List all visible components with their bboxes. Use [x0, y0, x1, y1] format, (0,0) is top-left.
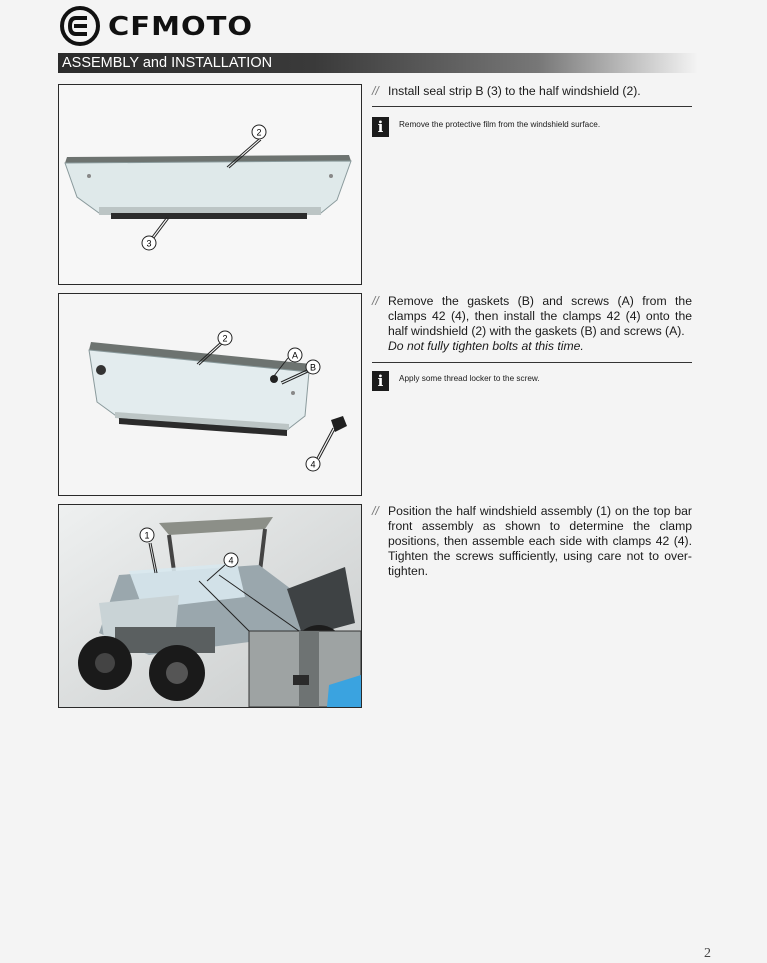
callout-b — [306, 360, 320, 374]
step-2-note: Do not fully tighten bolts at this time. — [388, 339, 584, 353]
step-marker: // — [372, 294, 379, 308]
callout-4 — [224, 553, 238, 567]
callout-4 — [306, 457, 320, 471]
callout-1 — [140, 528, 154, 542]
callout-a — [288, 348, 302, 362]
svg-text:2: 2 — [222, 333, 228, 344]
step-3-text: Position the half windshield assembly (1) on the top bar front assembly as shown to determine the clamp positions, then assemble each side with clamps 42 (4). Tighten the screws sufficiently, using care not to over-tighten. — [388, 504, 692, 578]
step-1-text: Install seal strip B (3) to the half windshield (2). — [388, 84, 641, 98]
figure-vehicle-mount — [58, 504, 362, 708]
figure-clamp-install — [58, 293, 362, 496]
cfmoto-logo-icon — [60, 6, 100, 46]
svg-text:3: 3 — [146, 238, 152, 249]
info-note-1 — [372, 117, 692, 141]
svg-text:2: 2 — [256, 127, 262, 138]
svg-text:4: 4 — [310, 459, 316, 470]
divider — [372, 362, 692, 363]
info-icon: i — [372, 117, 389, 137]
callout-3 — [142, 236, 156, 250]
vehicle-illustration — [59, 505, 361, 707]
section-title: ASSEMBLY and INSTALLATION — [62, 55, 273, 71]
section-banner — [58, 53, 698, 73]
svg-text:1: 1 — [144, 530, 150, 541]
page-number: 2 — [704, 946, 711, 961]
callout-2 — [218, 331, 232, 345]
svg-text:A: A — [291, 350, 299, 361]
step-3 — [372, 504, 692, 579]
info-note-2 — [372, 371, 692, 395]
clamp-illustration — [59, 294, 361, 495]
step-marker: // — [372, 504, 379, 518]
info-icon: i — [372, 371, 389, 391]
figure-seal-strip — [58, 84, 362, 285]
info-note-1-text: Remove the protective film from the windshield surface. — [399, 120, 601, 129]
info-note-2-text: Apply some thread locker to the screw. — [399, 374, 540, 383]
callout-2 — [252, 125, 266, 139]
step-2 — [372, 294, 692, 354]
step-1 — [372, 84, 692, 99]
brand-name: CFMOTO — [108, 10, 254, 42]
windshield-illustration — [59, 85, 361, 284]
step-2-text: Remove the gaskets (B) and screws (A) from the clamps 42 (4), then install the clamps 42 (4) onto the half windshield (2) with the gaskets (B) and screws (A). — [388, 294, 692, 338]
svg-text:4: 4 — [228, 555, 234, 566]
svg-text:B: B — [309, 362, 317, 373]
step-marker: // — [372, 84, 379, 98]
divider — [372, 106, 692, 107]
brand-logo — [60, 6, 253, 46]
